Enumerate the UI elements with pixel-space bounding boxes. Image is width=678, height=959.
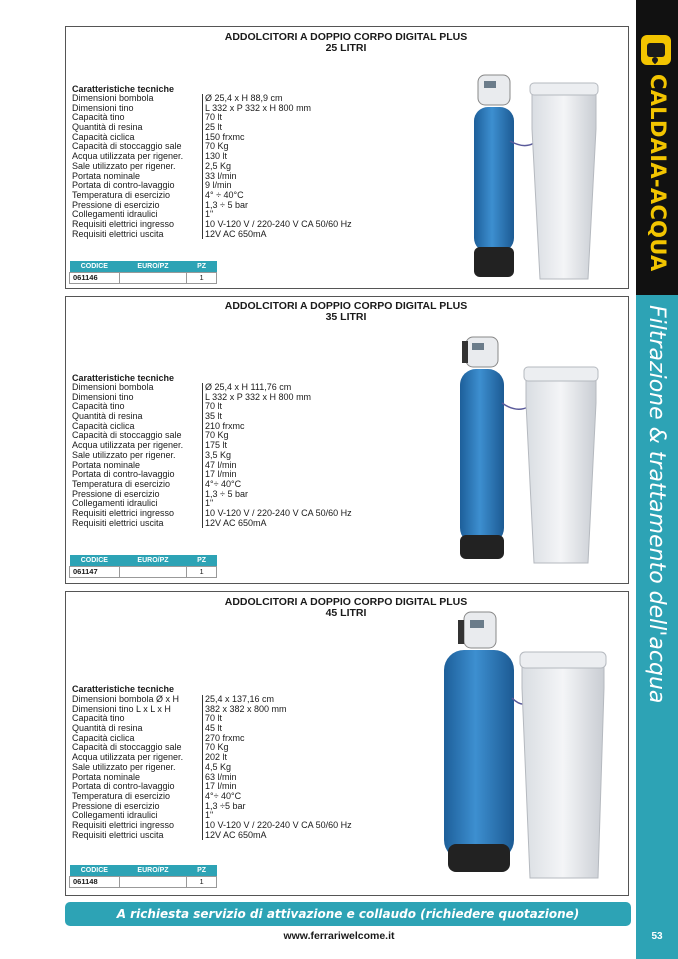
spec-label: Capacità di stoccaggio sale	[72, 430, 182, 441]
product-pz: 1	[187, 876, 217, 887]
spec-label: Quantità di resina	[72, 723, 143, 734]
product-price	[119, 566, 187, 577]
table-row	[70, 566, 217, 577]
spec-value: 1,3 ÷5 bar	[202, 802, 245, 812]
spec-label: Collegamenti idraulici	[72, 810, 158, 821]
spec-label: Sale utilizzato per rigener.	[72, 449, 176, 460]
spec-value: Ø 25,4 x H 111,76 cm	[202, 383, 291, 393]
code-header: CODICE	[70, 865, 120, 876]
pz-header: PZ	[187, 261, 217, 272]
price-header: EURO/PZ	[119, 555, 187, 566]
page-number: 53	[651, 931, 663, 942]
product-title-line1: ADDOLCITORI A DOPPIO CORPO DIGITAL PLUS	[224, 596, 468, 608]
product-code: 061146	[70, 272, 120, 283]
spec-label: Acqua utilizzata per rigener.	[72, 151, 184, 162]
spec-value: 10 V-120 V / 220-240 V CA 50/60 Hz	[202, 220, 352, 230]
spec-label: Requisiti elettrici uscita	[72, 829, 164, 840]
spec-label: Dimensioni tino	[72, 391, 134, 402]
spec-label: Pressione di esercizio	[72, 800, 160, 811]
spec-label: Quantità di resina	[72, 122, 143, 133]
spec-value: 3,5 Kg	[202, 451, 231, 461]
spec-value: 70 lt	[202, 714, 222, 724]
spec-label: Capacità di stoccaggio sale	[72, 141, 182, 152]
spec-label: Requisiti elettrici ingresso	[72, 507, 175, 518]
spec-label: Portata di contro-lavaggio	[72, 180, 175, 191]
spec-value: 10 V-120 V / 220-240 V CA 50/60 Hz	[202, 821, 352, 831]
spec-label: Quantità di resina	[72, 411, 143, 422]
product-title-line2: 35 LITRI	[325, 311, 367, 323]
table-row	[70, 876, 217, 887]
spec-label: Requisiti elettrici uscita	[72, 228, 164, 239]
table-row	[70, 272, 217, 283]
spec-label: Collegamenti idraulici	[72, 498, 158, 509]
spec-value: 12V AC 650mA	[202, 831, 267, 841]
spec-label: Portata di contro-lavaggio	[72, 781, 175, 792]
product-title	[176, 301, 516, 323]
code-table	[69, 555, 217, 578]
product-price	[119, 272, 187, 283]
spec-value: 4° ÷ 40°C	[202, 191, 244, 201]
spec-label: Temperatura di esercizio	[72, 478, 171, 489]
spec-value: 4,5 Kg	[202, 763, 231, 773]
spec-value: 70 Kg	[202, 431, 229, 441]
spec-label: Capacità tino	[72, 112, 125, 123]
spec-value: 33 l/min	[202, 172, 237, 182]
spec-value: 4°÷ 40°C	[202, 480, 241, 490]
spec-value: 202 lt	[202, 753, 227, 763]
price-header: EURO/PZ	[119, 865, 187, 876]
spec-label: Capacità tino	[72, 401, 125, 412]
spec-value: 210 frxmc	[202, 422, 245, 432]
specs-heading: Caratteristiche tecniche	[72, 684, 175, 694]
spec-row	[72, 230, 352, 240]
spec-value: 63 l/min	[202, 773, 237, 783]
spec-value: 70 lt	[202, 113, 222, 123]
spec-value: 10 V-120 V / 220-240 V CA 50/60 Hz	[202, 509, 352, 519]
pz-header: PZ	[187, 555, 217, 566]
specs-heading: Caratteristiche tecniche	[72, 84, 175, 94]
code-table	[69, 865, 217, 888]
spec-value: 1"	[202, 499, 213, 509]
spec-value: 130 lt	[202, 152, 227, 162]
spec-row	[72, 519, 352, 529]
spec-label: Acqua utilizzata per rigener.	[72, 752, 184, 763]
spec-value: 150 frxmc	[202, 133, 245, 143]
spec-value: 35 lt	[202, 412, 222, 422]
spec-label: Requisiti elettrici uscita	[72, 517, 164, 528]
spec-value: 70 lt	[202, 402, 222, 412]
spec-value: 12V AC 650mA	[202, 230, 267, 240]
code-table	[69, 261, 217, 284]
spec-label: Capacità ciclica	[72, 420, 135, 431]
spec-label: Portata nominale	[72, 771, 141, 782]
specs-list	[72, 695, 352, 840]
sidebar-section-title: Filtrazione & trattamento dell'acqua	[644, 305, 669, 704]
product-price	[119, 876, 187, 887]
spec-value: 1"	[202, 210, 213, 220]
spec-value: 12V AC 650mA	[202, 519, 267, 529]
spec-value: 175 lt	[202, 441, 227, 451]
spec-row	[72, 831, 352, 841]
water-softener-image	[454, 333, 614, 573]
product-code: 061147	[70, 566, 120, 577]
website-link[interactable]: www.ferrariwelcome.it	[283, 930, 395, 942]
spec-value: 25,4 x 137,16 cm	[202, 695, 274, 705]
spec-value: 270 frxmc	[202, 734, 245, 744]
spec-label: Temperatura di esercizio	[72, 189, 171, 200]
product-code: 061148	[70, 876, 120, 887]
spec-value: 70 Kg	[202, 142, 229, 152]
water-softener-image	[436, 608, 616, 893]
spec-label: Acqua utilizzata per rigener.	[72, 440, 184, 451]
spec-value: 2,5 Kg	[202, 162, 231, 172]
product-title-line2: 45 LITRI	[325, 607, 367, 619]
spec-label: Portata nominale	[72, 459, 141, 470]
product-title	[176, 32, 516, 54]
spec-label: Capacità ciclica	[72, 732, 135, 743]
spec-label: Temperatura di esercizio	[72, 790, 171, 801]
spec-value: 47 l/min	[202, 461, 237, 471]
product-title-line2: 25 LITRI	[325, 42, 367, 54]
spec-label: Sale utilizzato per rigener.	[72, 761, 176, 772]
water-softener-image	[466, 71, 616, 281]
spec-label: Requisiti elettrici ingresso	[72, 218, 175, 229]
spec-label: Portata di contro-lavaggio	[72, 469, 175, 480]
spec-label: Dimensioni bombola	[72, 382, 154, 392]
product-card	[65, 296, 629, 584]
product-title-line1: ADDOLCITORI A DOPPIO CORPO DIGITAL PLUS	[224, 31, 468, 43]
spec-value: 17 l/min	[202, 782, 237, 792]
code-header: CODICE	[70, 555, 120, 566]
spec-label: Capacità tino	[72, 713, 125, 724]
spec-label: Capacità ciclica	[72, 131, 135, 142]
spec-value: L 332 x P 332 x H 800 mm	[202, 104, 311, 114]
spec-value: 382 x 382 x 800 mm	[202, 705, 287, 715]
activation-service-banner: A richiesta servizio di attivazione e collaudo (richiedere quotazione)	[65, 902, 631, 926]
spec-label: Capacità di stoccaggio sale	[72, 742, 182, 753]
specs-list	[72, 94, 352, 239]
spec-label: Dimensioni tino	[72, 102, 134, 113]
price-header: EURO/PZ	[119, 261, 187, 272]
spec-label: Pressione di esercizio	[72, 199, 160, 210]
spec-value: 1,3 ÷ 5 bar	[202, 490, 248, 500]
spec-value: 25 lt	[202, 123, 222, 133]
pz-header: PZ	[187, 865, 217, 876]
spec-value: 1"	[202, 811, 213, 821]
spec-value: 1,3 ÷ 5 bar	[202, 201, 248, 211]
product-title-line1: ADDOLCITORI A DOPPIO CORPO DIGITAL PLUS	[224, 300, 468, 312]
water-tap-icon	[641, 35, 671, 65]
specs-heading: Caratteristiche tecniche	[72, 373, 175, 383]
sidebar-category-title: CALDAIA-ACQUA	[646, 74, 670, 272]
code-header: CODICE	[70, 261, 120, 272]
spec-value: 4°÷ 40°C	[202, 792, 241, 802]
spec-label: Dimensioni tino L x L x H	[72, 703, 171, 714]
spec-label: Collegamenti idraulici	[72, 209, 158, 220]
spec-value: Ø 25,4 x H 88,9 cm	[202, 94, 283, 104]
spec-value: 9 l/min	[202, 181, 232, 191]
product-card	[65, 26, 629, 289]
product-pz: 1	[187, 272, 217, 283]
spec-label: Portata nominale	[72, 170, 141, 181]
spec-label: Dimensioni bombola Ø x H	[72, 694, 180, 704]
spec-value: 45 lt	[202, 724, 222, 734]
specs-list	[72, 383, 352, 528]
product-pz: 1	[187, 566, 217, 577]
spec-label: Sale utilizzato per rigener.	[72, 160, 176, 171]
spec-value: 17 l/min	[202, 470, 237, 480]
spec-value: 70 Kg	[202, 743, 229, 753]
spec-label: Dimensioni bombola	[72, 93, 154, 103]
spec-label: Pressione di esercizio	[72, 488, 160, 499]
spec-label: Requisiti elettrici ingresso	[72, 819, 175, 830]
product-card	[65, 591, 629, 896]
spec-value: L 332 x P 332 x H 800 mm	[202, 393, 311, 403]
